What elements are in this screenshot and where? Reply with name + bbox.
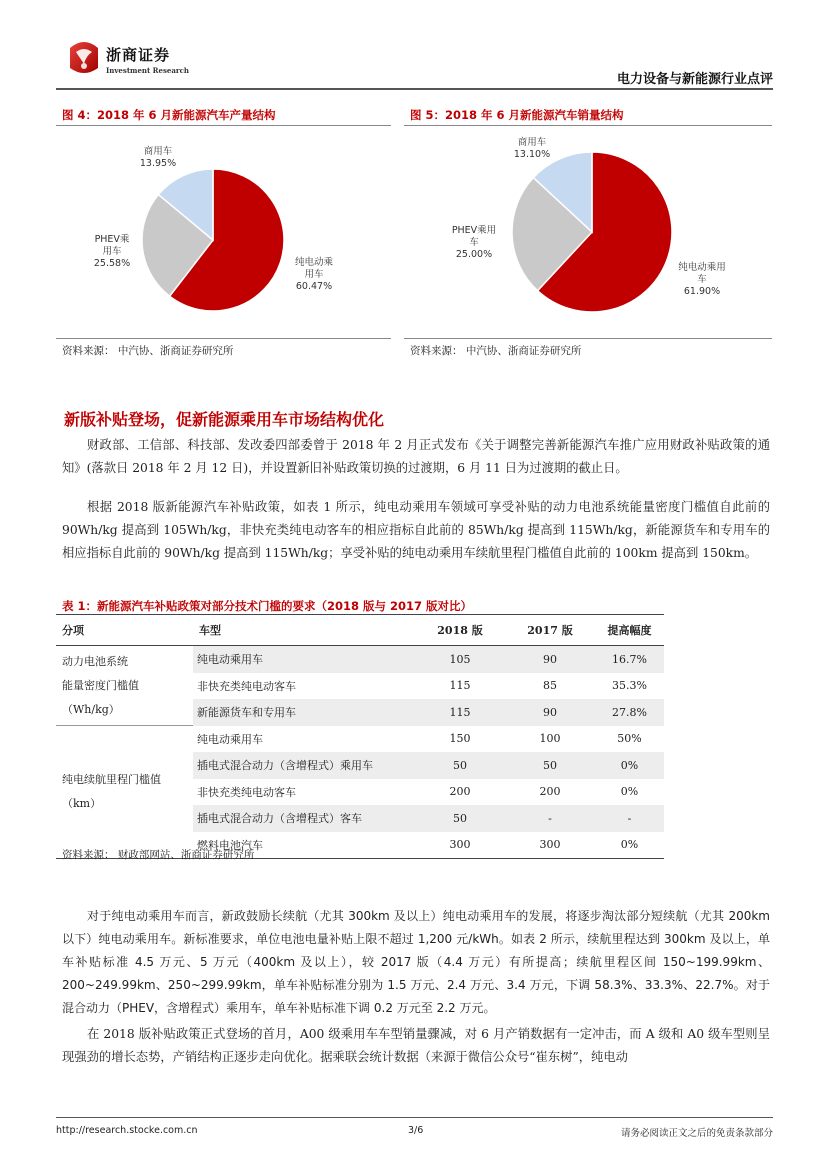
table-header-2017: 2017 版 bbox=[505, 615, 595, 646]
fig4-label-commercial bbox=[136, 146, 180, 170]
figure-4-title: 图 4：2018 年 6 月新能源汽车产量结构 bbox=[62, 108, 276, 122]
table-cell: - bbox=[595, 805, 664, 832]
table-cell: 90 bbox=[505, 699, 595, 726]
table-cell: 纯电动乘用车 bbox=[193, 646, 415, 673]
logo-english-name: Investment Research bbox=[106, 66, 189, 75]
report-type-title: 电力设备与新能源行业点评 bbox=[616, 72, 773, 87]
table-cell: 115 bbox=[449, 679, 471, 693]
group1-label-line1: 动力电池系统 bbox=[62, 654, 128, 668]
fig4-phev-name-1: PHEV乘 bbox=[94, 234, 130, 245]
fig4-bev-name-2: 用车 bbox=[304, 269, 324, 280]
figure-5-source: 资料来源： 中汽协、浙商证券研究所 bbox=[410, 345, 582, 357]
fig4-label-bev bbox=[286, 257, 342, 293]
header-divider bbox=[56, 88, 773, 90]
footer-url[interactable]: http://research.stocke.com.cn bbox=[56, 1125, 198, 1136]
table-1 bbox=[56, 614, 664, 859]
table-cell: 新能源货车和专用车 bbox=[193, 699, 415, 726]
section-heading: 新版补贴登场，促新能源乘用车市场结构优化 bbox=[64, 410, 385, 429]
page-number: 3/6 bbox=[408, 1125, 424, 1136]
table-1-source: 资料来源： 财政部网站、浙商证券研究所 bbox=[62, 849, 255, 861]
fig5-bev-value: 61.90% bbox=[683, 286, 721, 297]
footer-divider bbox=[56, 1117, 773, 1118]
group1-label-line3: （Wh/kg） bbox=[62, 702, 120, 716]
table-cell: 100 bbox=[539, 732, 561, 746]
fig5-bev-name-1: 纯电动乘用 bbox=[678, 262, 726, 273]
table-cell: 纯电动乘用车 bbox=[197, 732, 263, 746]
table-1-title: 表 1：新能源汽车补贴政策对部分技术门槛的要求（2018 版与 2017 版对比） bbox=[62, 599, 473, 613]
paragraph-2: 根据 2018 版新能源汽车补贴政策，如表 1 所示，纯电动乘用车领域可享受补贴的动力电池系统能量密度门槛值自此前的 90Wh/kg 提高到 105Wh/kg，非快充类纯电动客车的相应指标自此前的 85Wh/kg 提高到 115Wh/kg，新能源货车和专用车的相应指标自此前的 90Wh/kg 提高到 115Wh/kg；享受补贴的纯电动乘用车续航里程门槛值自此前的 100km 提高到 150km。 bbox=[62, 500, 770, 560]
table-cell: 85 bbox=[543, 679, 557, 693]
table-cell: 16.7% bbox=[595, 646, 664, 673]
table-cell: 非快充类纯电动客车 bbox=[197, 679, 296, 693]
fig4-commercial-value: 13.95% bbox=[139, 158, 177, 169]
group2-label-line1: 纯电续航里程门槛值 bbox=[62, 773, 161, 786]
figure-4-pie-chart bbox=[56, 126, 391, 338]
figure-4-source: 资料来源： 中汽协、浙商证券研究所 bbox=[62, 345, 234, 357]
table-cell: 插电式混合动力（含增程式）客车 bbox=[193, 805, 415, 832]
paragraph-1: 财政部、工信部、科技部、发改委四部委曾于 2018 年 2 月正式发布《关于调整完善新能源汽车推广应用财政补贴政策的通知》(落款日 2018 年 2 月 12 日)，并设置新旧补贴政策切换的过渡期，6 月 11 日为过渡期的截止日。 bbox=[62, 438, 770, 475]
table-cell: 0% bbox=[620, 785, 639, 799]
fig5-phev-value: 25.00% bbox=[455, 249, 493, 260]
table-cell: 0% bbox=[595, 752, 664, 779]
table-group-energy-density bbox=[56, 646, 193, 726]
table-cell: 35.3% bbox=[612, 679, 647, 693]
figure-5-title: 图 5：2018 年 6 月新能源汽车销量结构 bbox=[410, 108, 624, 122]
fig5-commercial-value: 13.10% bbox=[513, 149, 551, 160]
logo-chinese-name: 浙商证券 bbox=[106, 46, 171, 64]
table-header-increase: 提高幅度 bbox=[595, 615, 664, 646]
table-cell: 300 bbox=[505, 832, 595, 859]
paragraph-3: 对于纯电动乘用车而言，新政鼓励长续航（尤其 300km 及以上）纯电动乘用车的发展，将逐步淘汰部分短续航（尤其 200km 以下）纯电动乘用车。新标准要求，单位电池电量补贴上限不超过 1,200 元/kWh。如表 2 所示，续航里程达到 300km 及以上，单车补贴标准 4.5 万元、5 万元（400km 及以上），较 2017 版（4.4 万元）有所提高；续航里程区间 150~199.99km、200~249.99km、250~299.99km，单车补贴标准分别为 1.5 万元、2.4 万元、3.4 万元，下调 58.3%、33.3%、22.7%。对于混合动力（PHEV，含增程式）乘用车，单车补贴标准下调 0.2 万元至 2.2 万元。 bbox=[62, 909, 770, 1015]
table-cell: 105 bbox=[415, 646, 505, 673]
company-logo-icon bbox=[66, 38, 102, 76]
table-row bbox=[56, 646, 664, 673]
table-cell: 200 bbox=[539, 785, 561, 799]
fig5-label-phev bbox=[444, 225, 504, 261]
table-header-2018: 2018 版 bbox=[415, 615, 505, 646]
table-group-range bbox=[56, 726, 193, 859]
table-cell: 200 bbox=[449, 785, 471, 799]
figure-4-bottom-rule bbox=[56, 338, 391, 339]
paragraph-4: 在 2018 版补贴政策正式登场的首月，A00 级乘用车车型销量骤减，对 6 月产销数据有一定冲击，而 A 级和 A0 级车型则呈现强劲的增长态势，产销结构正逐步走向优化。据乘联会统计数据（来源于微信公众号“崔东树”，纯电动 bbox=[62, 1027, 770, 1064]
fig4-bev-value: 60.47% bbox=[295, 281, 333, 292]
table-header-category: 分项 bbox=[56, 615, 193, 646]
figure-5-bottom-rule bbox=[404, 338, 772, 339]
table-cell: 50 bbox=[505, 752, 595, 779]
fig4-phev-name-2: 用车 bbox=[102, 246, 122, 257]
fig5-bev-name-2: 车 bbox=[697, 274, 707, 285]
table-cell: 150 bbox=[449, 732, 471, 746]
fig5-label-commercial bbox=[510, 137, 554, 161]
fig5-phev-name-2: 车 bbox=[469, 237, 479, 248]
fig5-commercial-name: 商用车 bbox=[517, 137, 547, 148]
fig4-phev-value: 25.58% bbox=[93, 258, 131, 269]
table-cell: 0% bbox=[595, 832, 664, 859]
table-cell: 115 bbox=[415, 699, 505, 726]
table-cell: 50 bbox=[415, 805, 505, 832]
table-cell: - bbox=[505, 805, 595, 832]
fig5-phev-name-1: PHEV乘用 bbox=[451, 225, 497, 236]
fig4-label-phev bbox=[84, 234, 140, 270]
fig4-bev-name-1: 纯电动乘 bbox=[294, 257, 333, 268]
table-row bbox=[56, 726, 664, 753]
table-cell: 50 bbox=[415, 752, 505, 779]
fig4-commercial-name: 商用车 bbox=[143, 146, 173, 157]
footer-disclaimer: 请务必阅读正文之后的免责条款部分 bbox=[620, 1128, 773, 1139]
table-header-vehicle: 车型 bbox=[193, 615, 415, 646]
table-cell: 非快充类纯电动客车 bbox=[197, 785, 296, 799]
table-cell: 插电式混合动力（含增程式）乘用车 bbox=[193, 752, 415, 779]
table-cell: 50% bbox=[617, 732, 642, 746]
table-cell: 300 bbox=[415, 832, 505, 859]
fig5-label-bev bbox=[670, 262, 734, 298]
group2-label-line2: （km） bbox=[62, 797, 102, 810]
group1-label-line2: 能量密度门槛值 bbox=[62, 678, 139, 692]
table-cell: 90 bbox=[505, 646, 595, 673]
table-cell: 27.8% bbox=[595, 699, 664, 726]
table-cell: 燃料电池汽车 bbox=[193, 832, 415, 859]
